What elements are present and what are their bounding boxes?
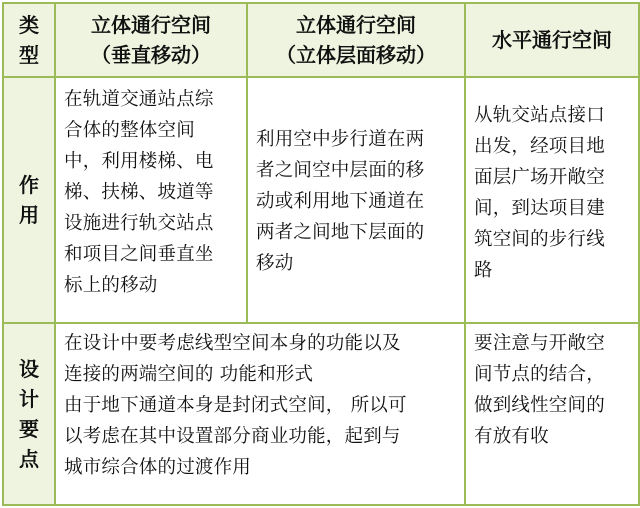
- design-label-cell: [3, 323, 55, 505]
- type-header-cell: [3, 3, 55, 77]
- function-row: [3, 77, 639, 323]
- header-row: [3, 3, 639, 77]
- design-main-cell: 在设计中要考虑线型空间本身的功能以及 连接的两端空间的 功能和形式 由于地下通道本身是封闭式空间， 所以可 以考虑在其中设置部分商业功能，起到与 城市综合体的过渡作用: [55, 323, 465, 505]
- function-horizontal-cell: 从轨交站点接口 出发，经项目地 面层广场开敞空 间，到达项目建 筑空间的步行线 路: [465, 77, 639, 323]
- type-header-label: 类 型: [19, 13, 39, 67]
- design-label: 设 计 要 点: [19, 357, 39, 471]
- design-horizontal-cell: 要注意与开敞空 间节点的结合， 做到线性空间的 有放有收: [465, 323, 639, 505]
- function-layered-cell: 利用空中步行道在两 者之间空中层面的移 动或利用地下通道在 两者之间地下层面的 移动: [247, 77, 465, 323]
- layered-movement-header-cell: [247, 3, 465, 77]
- vertical-movement-header-cell: [55, 3, 247, 77]
- design-row: [3, 323, 639, 505]
- vertical-movement-header: 立体通行空间 （垂直移动）: [91, 13, 211, 67]
- function-label: 作 用: [19, 173, 39, 227]
- function-vertical-cell: 在轨道交通站点综 合体的整体空间 中，利用楼梯、电 梯、扶梯、坡道等 设施进行轨交站点 和项目之间垂直坐 标上的移动: [55, 77, 247, 323]
- layered-movement-header: 立体通行空间 （立体层面移动）: [276, 13, 436, 67]
- function-label-cell: [3, 77, 55, 323]
- comparison-table: [2, 2, 640, 506]
- horizontal-space-header: 水平通行空间: [492, 28, 612, 52]
- horizontal-space-header-cell: [465, 3, 639, 77]
